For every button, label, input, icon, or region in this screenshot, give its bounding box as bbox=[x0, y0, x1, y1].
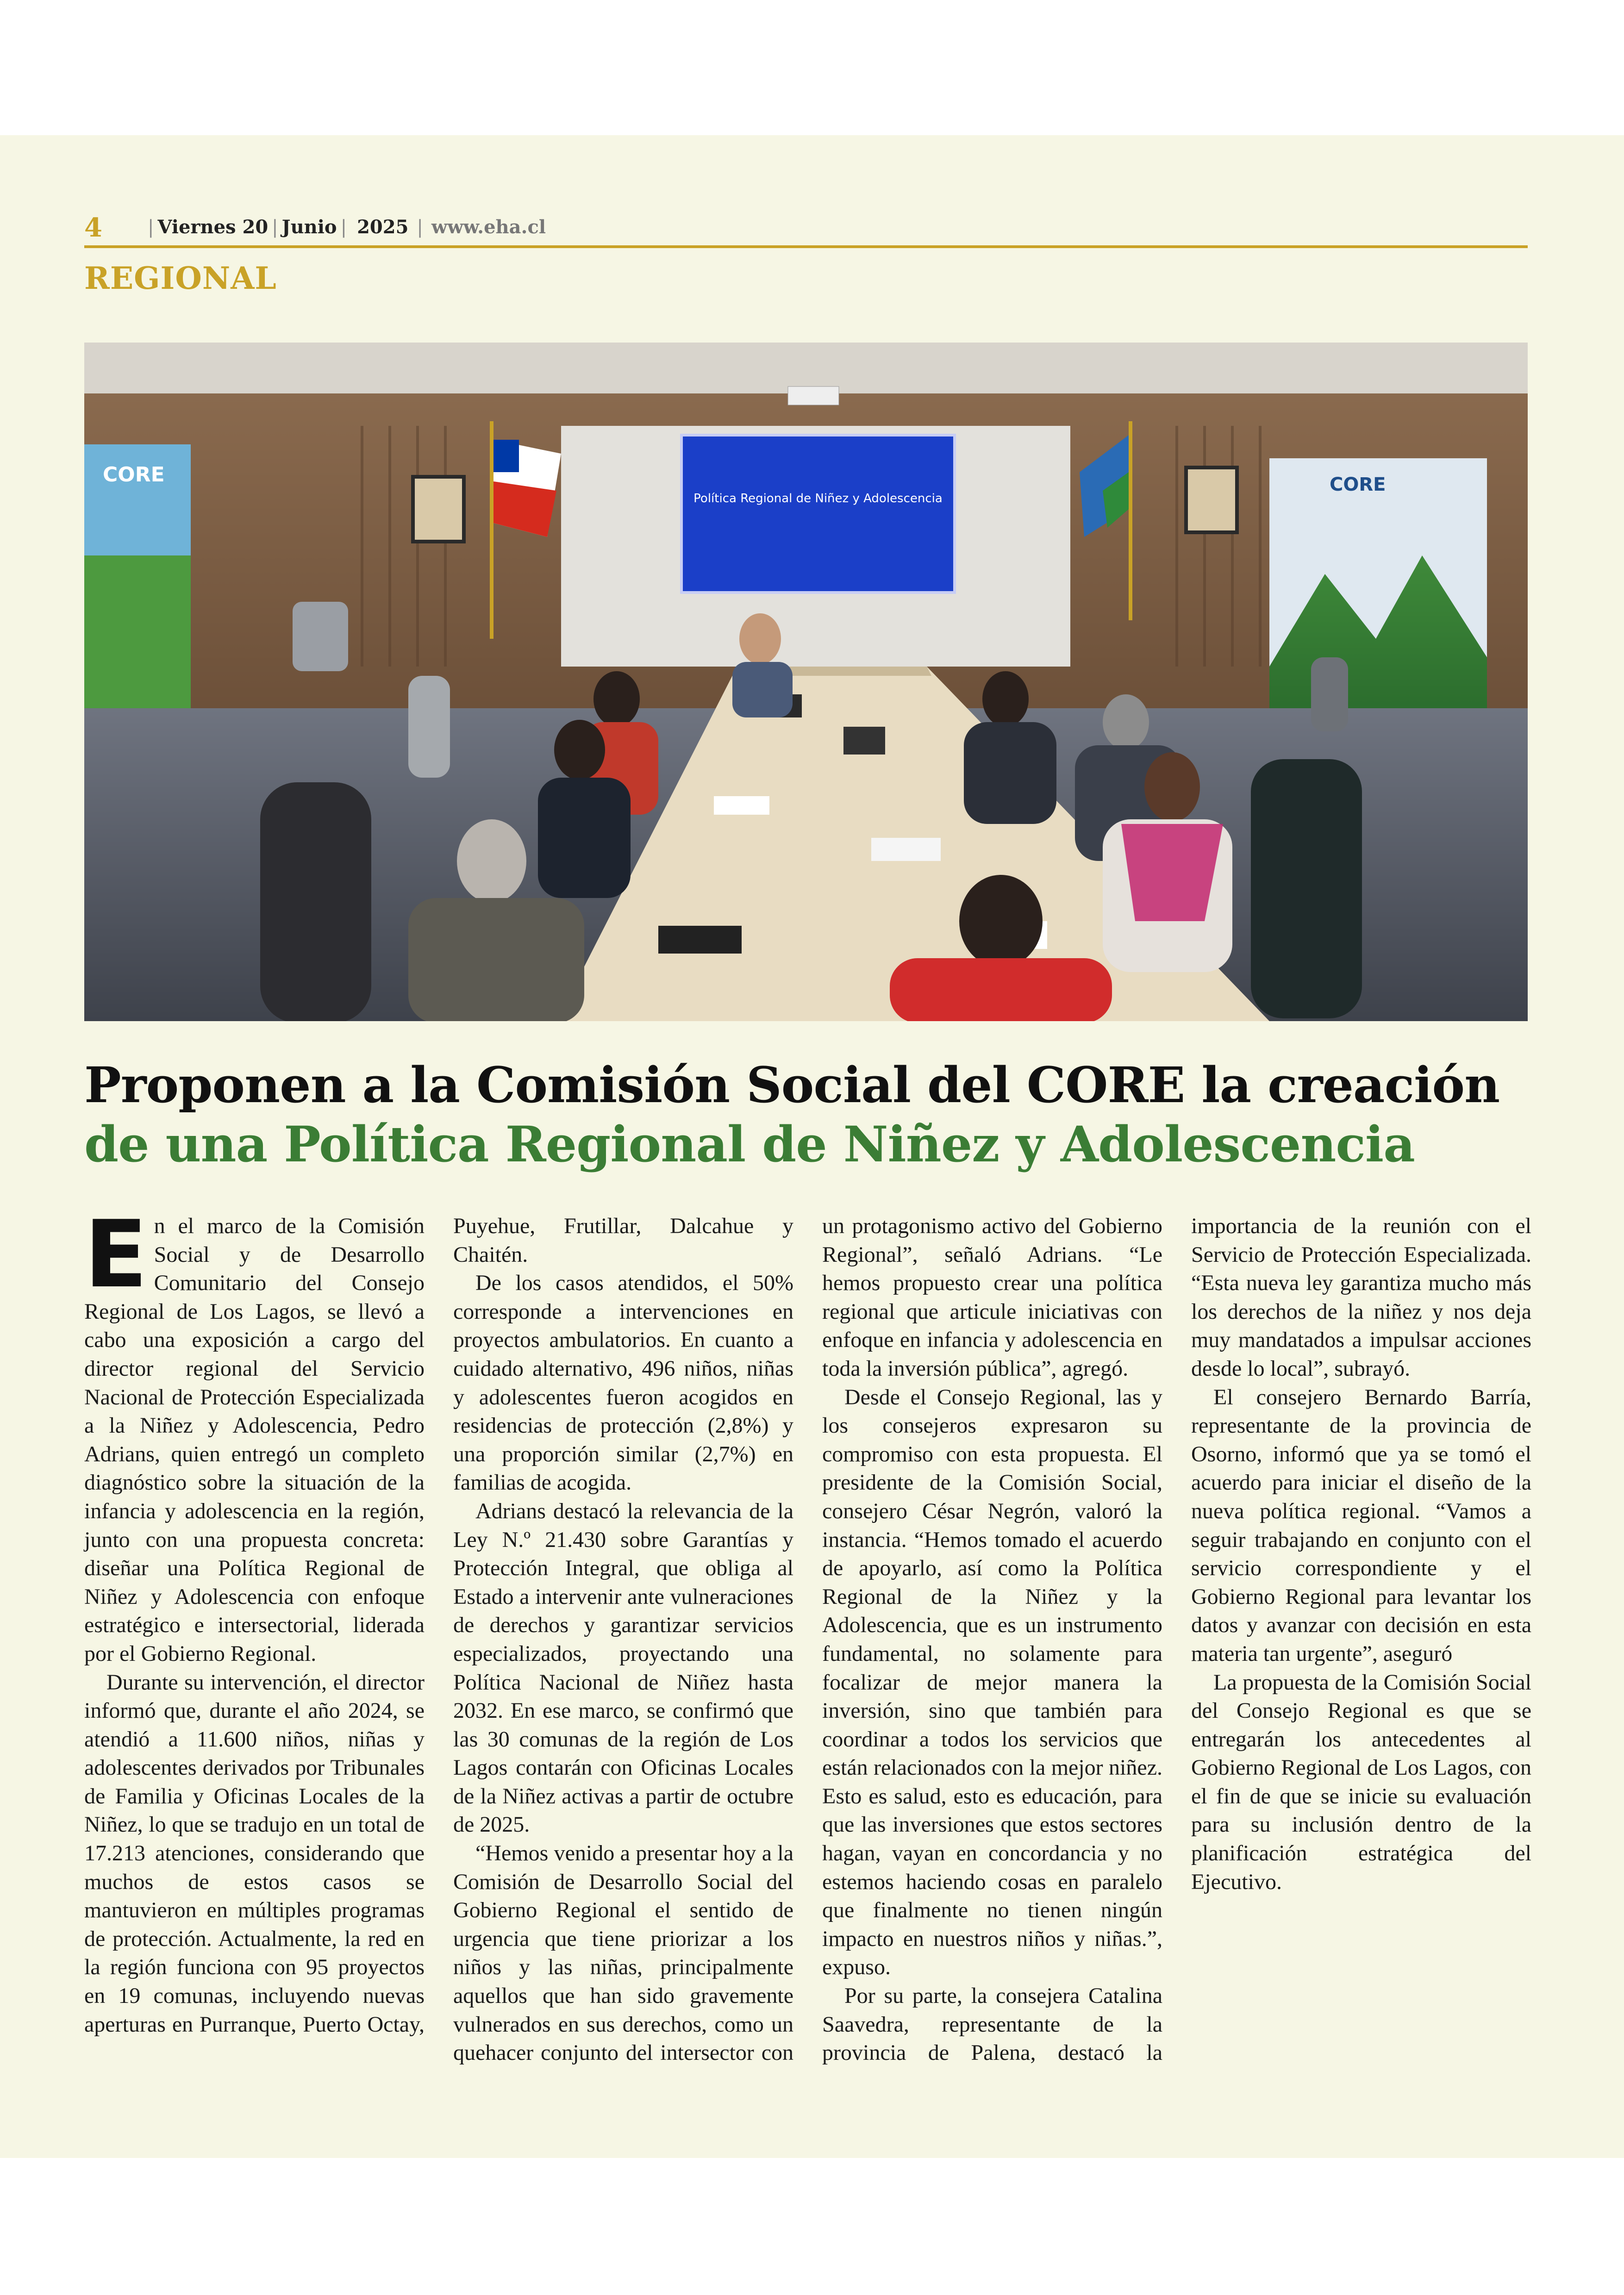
drop-cap: E bbox=[84, 1201, 148, 1309]
headline-line-2: de una Política Regional de Niñez y Adolescencia bbox=[84, 1115, 1415, 1173]
article-paragraph: Durante su intervención, el director informó que, durante el año 2024, se atendió a 11.600 niños, niñas y adolescentes derivados por Tribunales de Familia y Oficinas Locales de la Niñez, lo que se tradujo en un total de 17.213 atenciones, considerando que muchos de estos casos se mantuvieron en múltiples programas de protección. Actualmente, la red en la región funciona con 95 proyectos en 19 comunas, incluyendo nuevas aperturas en Purranque, Puerto Octay, Puyehue, Frutillar, Dalcahue y Chaitén. bbox=[84, 1214, 793, 2037]
page-header: 4 | Viernes 20 | Junio | 2025 | www.eha.cl bbox=[84, 212, 546, 243]
article-paragraph: En el marco de la Comisión Social y de Desarrollo Comunitario del Consejo Regional de Los Lagos, se llevó a cabo una exposición a cargo del director regional del Servicio Nacional de Protección Especializada a la Niñez y Adolescencia, Pedro Adrians, quien entregó un completo diagnóstico sobre la situación de la infancia y adolescencia en la región, junto con una propuesta concreta: diseñar una Política Regional de Niñez y Adolescencia con enfoque estratégico e intersectorial, liderada por el Gobierno Regional. bbox=[84, 1201, 425, 1666]
website-link[interactable]: www.eha.cl bbox=[431, 216, 546, 238]
header-day: Viernes 20 bbox=[157, 216, 269, 238]
headline-line-1: Proponen a la Comisión Social del CORE la creación bbox=[84, 1056, 1500, 1114]
header-year: 2025 bbox=[357, 216, 409, 238]
left-banner-logo: CORE bbox=[103, 463, 165, 486]
meeting-photo bbox=[84, 343, 1528, 1021]
article-paragraph: Desde el Consejo Regional, las y los consejeros expresaron su compromiso con esta propuesta. El presidente de la Comisión Social, consejero César Negrón, valoró la instancia. “Hemos tomado el acuerdo de apoyarlo, así como la Política Regional de la Niñez y la Adolescencia, que es un instrumento fundamental, no solamente para focalizar de mejor manera la inversión, sino que también para coordinar a todos los servicios que están relacionados con la mejor niñez. Esto es salud, esto es educación, para que las inversiones que estos sectores hagan, vayan en concordancia y no estemos haciendo cosas en paralelo que finalmente no tienen ningún impacto en nuestros niños y niñas.”, expuso. bbox=[822, 1384, 1162, 1980]
article-paragraph: De los casos atendidos, el 50% corresponde a intervenciones en proyectos ambulatorios. En cuanto a cuidado alternativo, 496 niños, niñas y adolescentes fueron acogidos en residencias de protección (2,8%) y una proporción similar (2,7%) en familias de acogida. bbox=[453, 1271, 793, 1495]
article-paragraph: Por su parte, la consejera Catalina Saavedra, representante de la provincia de Palena, destacó la importancia de la reunión con el Servicio de Protección Especializada. “Esta nueva ley garantiza mucho más los derechos de la niñez y nos deja muy mandatados a impulsar acciones desde lo local”, subrayó. bbox=[822, 1214, 1531, 2065]
article-paragraph: La propuesta de la Comisión Social del Consejo Regional es que se entregarán los antecedentes al Gobierno Regional de Los Lagos, con el fin de que se inicie su evaluación para su inclusión dentro de la planificación estratégica del Ejecutivo. bbox=[1191, 1670, 1531, 1894]
article-paragraph: “Hemos venido a presentar hoy a la Comisión de Desarrollo Social del Gobierno Regional el sentido de urgencia que tiene priorizar a los niños y las niñas, principalmente aquellos que han sido gravemente vulnerados en sus derechos, como un quehacer conjunto del intersector con un protagonismo activo del Gobierno Regional”, señaló Adrians. “Le hemos propuesto crear una política regional que articule iniciativas con enfoque en infancia y adolescencia en toda la inversión pública”, agregó. bbox=[453, 1214, 1162, 2065]
article-body bbox=[84, 1201, 1531, 2073]
header-rule bbox=[84, 245, 1528, 248]
section-label: REGIONAL bbox=[84, 260, 277, 296]
screen-text: Política Regional de Niñez y Adolescencia bbox=[693, 492, 943, 505]
header-month: Junio bbox=[281, 216, 337, 238]
page-number: 4 bbox=[84, 212, 102, 243]
article-headline bbox=[84, 1055, 1538, 1174]
article-paragraph: El consejero Bernardo Barría, representante de la provincia de Osorno, informó que ya se tomó el acuerdo para iniciar el diseño de la nueva política regional. “Vamos a seguir trabajando en conjunto con el servicio correspondiente y el Gobierno Regional para levantar los datos y avanzar con decisión en esta materia tan urgente”, aseguró bbox=[1191, 1384, 1531, 1666]
right-banner-logo: CORE bbox=[1330, 474, 1386, 495]
article-paragraph: Adrians destacó la relevancia de la Ley N.º 21.430 sobre Garantías y Protección Integral, que obliga al Estado a intervenir ante vulneraciones de derechos y garantizar servicios especializados, proyectando una Política Nacional de Niñez hasta 2032. En ese marco, se confirmó que las 30 comunas de la región de Los Lagos contarán con Oficinas Locales de la Niñez activas a partir de octubre de 2025. bbox=[453, 1498, 793, 1837]
